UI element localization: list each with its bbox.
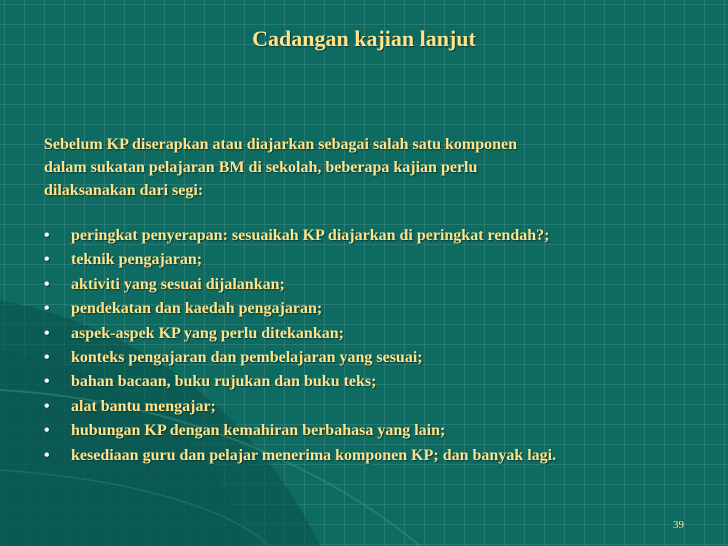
bullet-text: aktiviti yang sesuai dijalankan; xyxy=(71,275,285,293)
bullet-text: aspek-aspek KP yang perlu ditekankan; xyxy=(71,324,344,342)
bullet-text: peringkat penyerapan: sesuaikah KP diajarkan di peringkat rendah?; xyxy=(71,227,550,244)
page-number: 39 xyxy=(673,519,684,531)
bullet-item xyxy=(44,419,704,443)
bullet-text: alat bantu mengajar; xyxy=(71,397,216,415)
bullet-item xyxy=(44,297,704,321)
intro-line: dalam sukatan pelajaran BM di sekolah, beberapa kajian perlu xyxy=(44,159,478,176)
intro-line: Sebelum KP diserapkan atau diajarkan sebagai salah satu komponen xyxy=(44,136,517,153)
bullet-item xyxy=(44,395,704,419)
bullet-item xyxy=(44,444,704,468)
bullet-text: bahan bacaan, buku rujukan dan buku teks; xyxy=(71,373,377,391)
bullet-item xyxy=(44,370,704,394)
bullet-item xyxy=(44,248,704,272)
bullet-dot-icon: • xyxy=(44,397,50,415)
slide-content xyxy=(44,133,704,468)
bullet-item xyxy=(44,322,704,346)
bullet-dot-icon: • xyxy=(44,349,50,367)
bullet-dot-icon: • xyxy=(44,446,50,464)
intro-paragraph xyxy=(44,133,704,202)
bullet-text: pendekatan dan kaedah pengajaran; xyxy=(71,300,323,318)
bullet-item xyxy=(44,346,704,370)
bullet-dot-icon: • xyxy=(44,251,50,269)
bullet-list xyxy=(44,224,704,468)
bullet-item xyxy=(44,273,704,297)
bullet-text: kesediaan guru dan pelajar menerima komponen KP; dan banyak lagi. xyxy=(71,446,557,464)
bullet-dot-icon: • xyxy=(44,227,50,244)
bullet-text: teknik pengajaran; xyxy=(71,251,203,269)
bullet-dot-icon: • xyxy=(44,275,50,293)
intro-line: dilaksanakan dari segi: xyxy=(44,182,204,199)
bullet-item xyxy=(44,224,704,248)
bullet-dot-icon: • xyxy=(44,373,50,391)
slide-title: Cadangan kajian lanjut xyxy=(252,26,476,51)
bullet-text: hubungan KP dengan kemahiran berbahasa yang lain; xyxy=(71,422,446,440)
bullet-text: konteks pengajaran dan pembelajaran yang sesuai; xyxy=(71,349,423,367)
bullet-dot-icon: • xyxy=(44,300,50,318)
bullet-dot-icon: • xyxy=(44,422,50,440)
bullet-dot-icon: • xyxy=(44,324,50,342)
